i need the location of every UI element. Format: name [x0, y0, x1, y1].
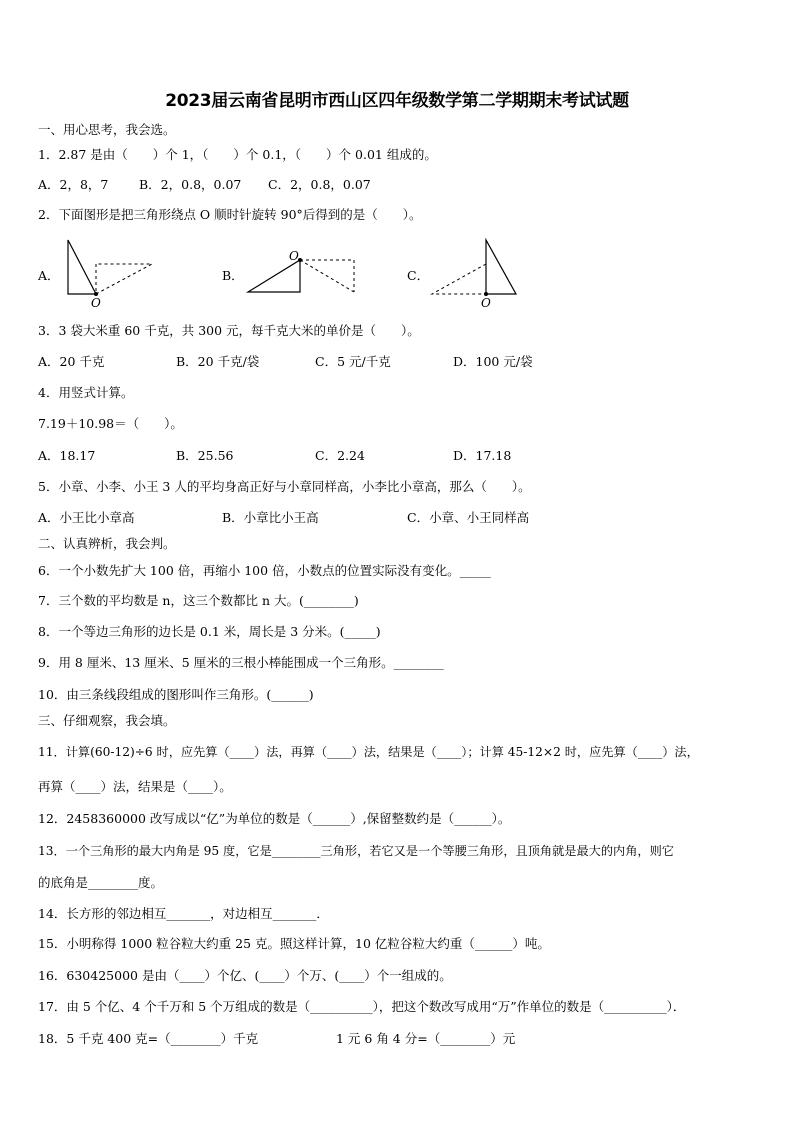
- question-15: 15．小明称得 1000 粒谷粒大约重 25 克。照这样计算，10 亿粒谷粒大约重（______）吨。: [38, 936, 550, 951]
- q5-option-a: A．小王比小章高: [38, 510, 135, 525]
- q4-option-d: D．17.18: [453, 448, 512, 463]
- question-13-line-2: 的底角是________度。: [38, 875, 164, 890]
- q2-option-c-label: C．: [407, 268, 430, 283]
- q4-option-a: A．18.17: [38, 448, 96, 463]
- question-1: 1．2.87 是由（ ）个 1，（ ）个 0.1，（ ）个 0.01 组成的。: [38, 147, 437, 162]
- dashed-triangle-side: [300, 260, 354, 292]
- q2-option-b-label: B．: [222, 268, 244, 283]
- question-16: 16．630425000 是由（____）个亿、(____）个万、(____）个一组成的。: [38, 968, 452, 983]
- q3-option-b: B．20 千克/袋: [176, 354, 260, 369]
- q1-option-a: A．2，8，7: [38, 177, 109, 192]
- question-13-line-1: 13．一个三角形的最大内角是 95 度，它是________三角形，若它又是一个等腰三角形，且顶角就是最大的内角，则它: [38, 844, 674, 858]
- q2-option-b-figure: [244, 250, 364, 300]
- section-heading-3: 三、仔细观察，我会填。: [38, 713, 176, 728]
- question-5: 5．小章、小李、小王 3 人的平均身高正好与小章同样高，小李比小章高，那么（ ）。: [38, 479, 531, 494]
- question-11-line-2: 再算（____）法，结果是（____）。: [38, 779, 232, 794]
- q2-option-a-figure: [60, 236, 160, 308]
- question-17: 17．由 5 个亿、4 个千万和 5 个万组成的数是（__________），把这个数改写成用“万”作单位的数是（__________）．: [38, 999, 686, 1014]
- question-3: 3．3 袋大米重 60 千克，共 300 元，每千克大米的单价是（ ）。: [38, 323, 420, 338]
- q2-option-c-figure: [428, 236, 528, 308]
- question-9: 9．用 8 厘米、13 厘米、5 厘米的三根小棒能围成一个三角形。________: [38, 655, 444, 670]
- question-12: 12．2458360000 改写成以“亿”为单位的数是（______）,保留整数约是（______）。: [38, 811, 511, 826]
- point-o-label: O: [481, 296, 491, 310]
- question-14: 14．长方形的邻边相互_______，对边相互_______．: [38, 906, 329, 921]
- question-18-part-2: 1 元 6 角 4 分=（________）元: [336, 1031, 516, 1046]
- question-7: 7．三个数的平均数是 n，这三个数都比 n 大。(________): [38, 593, 359, 608]
- section-heading-2: 二、认真辨析，我会判。: [38, 536, 176, 551]
- solid-triangle: [248, 260, 300, 292]
- point-o-label: O: [91, 296, 101, 310]
- dashed-triangle: [96, 264, 152, 294]
- question-4-expression: 7.19＋10.98＝（ ）。: [38, 416, 183, 431]
- question-2: 2．下面图形是把三角形绕点 O 顺时针旋转 90°后得到的是（ ）。: [38, 207, 422, 222]
- q2-option-a-label: A．: [38, 268, 60, 283]
- page-title: 2023届云南省昆明市西山区四年级数学第二学期期末考试试题: [165, 91, 629, 111]
- question-6: 6．一个小数先扩大 100 倍，再缩小 100 倍，小数点的位置实际没有变化。_____: [38, 563, 491, 578]
- question-11-line-1: 11．计算(60-12)÷6 时，应先算（____）法，再算（____）法，结果是（____）；计算 45-12×2 时，应先算（____）法，: [38, 745, 699, 759]
- solid-triangle: [486, 240, 516, 294]
- point-o-label: O: [289, 249, 299, 263]
- q4-option-c: C．2.24: [315, 448, 365, 463]
- q5-option-c: C．小章、小王同样高: [407, 510, 530, 525]
- question-8: 8．一个等边三角形的边长是 0.1 米，周长是 3 分米。(_____): [38, 624, 381, 639]
- q1-option-c: C．2，0.8，0.07: [268, 177, 371, 192]
- q3-option-d: D．100 元/袋: [453, 354, 533, 369]
- q5-option-b: B．小章比小王高: [222, 510, 319, 525]
- question-18-part-1: 18．5 千克 400 克=（________）千克: [38, 1031, 259, 1046]
- q1-option-b: B．2，0.8，0.07: [139, 177, 242, 192]
- q3-option-a: A．20 千克: [38, 354, 105, 369]
- section-heading-1: 一、用心思考，我会选。: [38, 122, 176, 137]
- question-4: 4．用竖式计算。: [38, 385, 134, 400]
- dashed-triangle: [432, 264, 486, 294]
- solid-triangle: [68, 240, 96, 294]
- q3-option-c: C．5 元/千克: [315, 354, 391, 369]
- question-10: 10．由三条线段组成的图形叫作三角形。(______): [38, 687, 314, 702]
- q4-option-b: B．25.56: [176, 448, 234, 463]
